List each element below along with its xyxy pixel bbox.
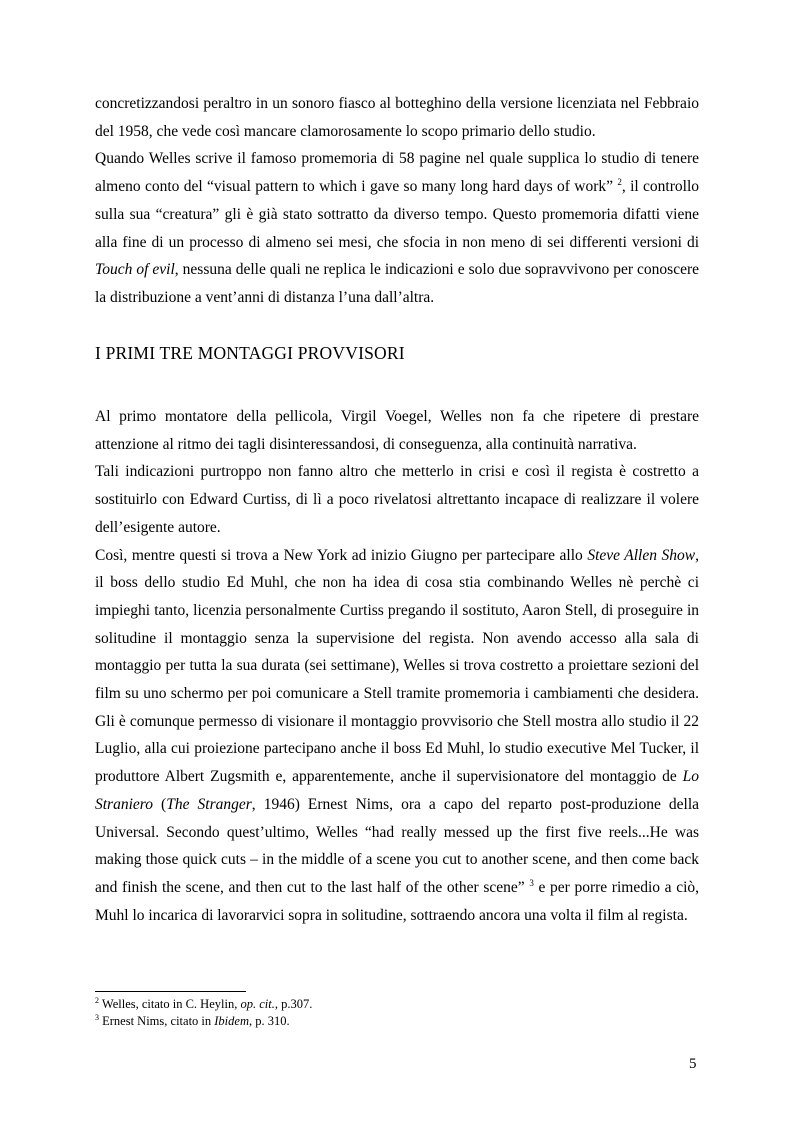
text-run: e per porre rimedio a ciò, Muhl lo incarica di lavorarvici sopra in solitudine, sottraendo ancora una volta il film al regista. xyxy=(95,878,700,924)
footnote-ref-2[interactable]: 2 xyxy=(617,176,622,187)
footnote-text: , p. 310. xyxy=(248,1013,290,1028)
section-paragraph-2: Tali indicazioni purtroppo non fanno altro che metterlo in crisi e così il regista è costretto a sostituirlo con Edward Curtiss, di lì a poco rivelatosi altrettanto incapace di realizzare il volere dell’esigente autore. xyxy=(95,463,699,536)
section-paragraph-3 xyxy=(95,542,699,930)
film-title: Lo Straniero xyxy=(95,768,699,813)
film-title: The Stranger xyxy=(166,795,252,813)
footnote-ref-3[interactable]: 3 xyxy=(529,877,534,888)
footnote-text: Ernest Nims, citato in xyxy=(102,1013,212,1028)
intro-paragraph-2 xyxy=(95,145,699,311)
page-number: 5 xyxy=(689,1056,697,1072)
text-run: , il boss dello studio Ed Muhl, che non ha idea di cosa stia combinando Welles nè perchè ci impieghi tanto, licenzia personalmente Curtiss pregando il sostituto, Aaron Stell, di proseguire in solitudine il montaggio senza la supervisione del regista. Non avendo accesso alla sala di montaggio per tutta la sua durata (sei settimane), Welles si trova costretto a proiettare sezioni del film su uno schermo per poi comunicare a Stell tramite promemoria i cambiamenti che desidera. Gli è comunque permesso di visionare il montaggio provvisorio che Stell mostra allo studio il 22 Luglio, alla cui proiezione partecipano anche il boss Ed Muhl, lo studio executive Mel Tucker, il produttore Albert Zugsmith e, apparentemente, anche il supervisionatore del montaggio de xyxy=(95,546,700,786)
intro-text xyxy=(95,90,699,312)
footnote-italic: op. cit. xyxy=(240,997,275,1011)
section-paragraph-1: Al primo montatore della pellicola, Virgil Voegel, Welles non fa che ripetere di prestare attenzione al ritmo dei tagli disinteressandosi, di conseguenza, alla continuità narrativa. xyxy=(95,408,699,453)
text-run: Quando Welles scrive il famoso promemoria di 58 pagine nel quale supplica lo studio di tenere almeno conto del “visual pattern to which i gave so many long hard days of work” xyxy=(95,150,699,196)
text-run: , 1946) Ernest Nims, ora a capo del reparto post-produzione della Universal. Secondo quest’ultimo, Welles “had really messed up the first five reels...He was making those quick cuts – in the middle of a scene you cut to another scene, and then come back and finish the scene, and then cut to the last half of the other scene” xyxy=(95,795,700,896)
footnote-italic: Ibidem xyxy=(214,1013,249,1028)
show-title: Steve Allen Show xyxy=(587,546,696,564)
footnote-number: 3 xyxy=(95,1012,99,1022)
text-run: , il controllo sulla sua “creatura” gli è già stato sottratto da diverso tempo. Questo promemoria difatti viene alla fine di un processo di almeno sei mesi, che sfocia in non meno di sei differenti versioni di xyxy=(95,178,700,251)
intro-paragraph-1: concretizzandosi peraltro in un sonoro fiasco al botteghino della versione licenziata nel Febbraio del 1958, che vede così mancare clamorosamente lo scopo primario dello studio. xyxy=(95,95,699,140)
footnote-text: Welles, citato in C. Heylin, xyxy=(101,997,238,1011)
footnotes xyxy=(95,996,699,1029)
text-run: , nessuna delle quali ne replica le indicazioni e solo due sopravvivono per conoscere la distribuzione a vent’anni di distanza l’una dall’altra. xyxy=(95,261,699,306)
footnote-item xyxy=(95,1013,699,1030)
footnote-item xyxy=(95,996,699,1013)
film-title: Touch of evil xyxy=(95,261,175,279)
section-heading: I PRIMI TRE MONTAGGI PROVVISORI xyxy=(95,343,405,363)
footnote-text: , p.307. xyxy=(274,997,313,1011)
text-run: ( xyxy=(161,795,167,813)
section-text xyxy=(95,403,699,929)
footnote-divider xyxy=(95,991,246,992)
footnote-number: 2 xyxy=(95,995,99,1005)
text-run: Così, mentre questi si trova a New York ad inizio Giugno per partecipare allo xyxy=(95,546,583,564)
